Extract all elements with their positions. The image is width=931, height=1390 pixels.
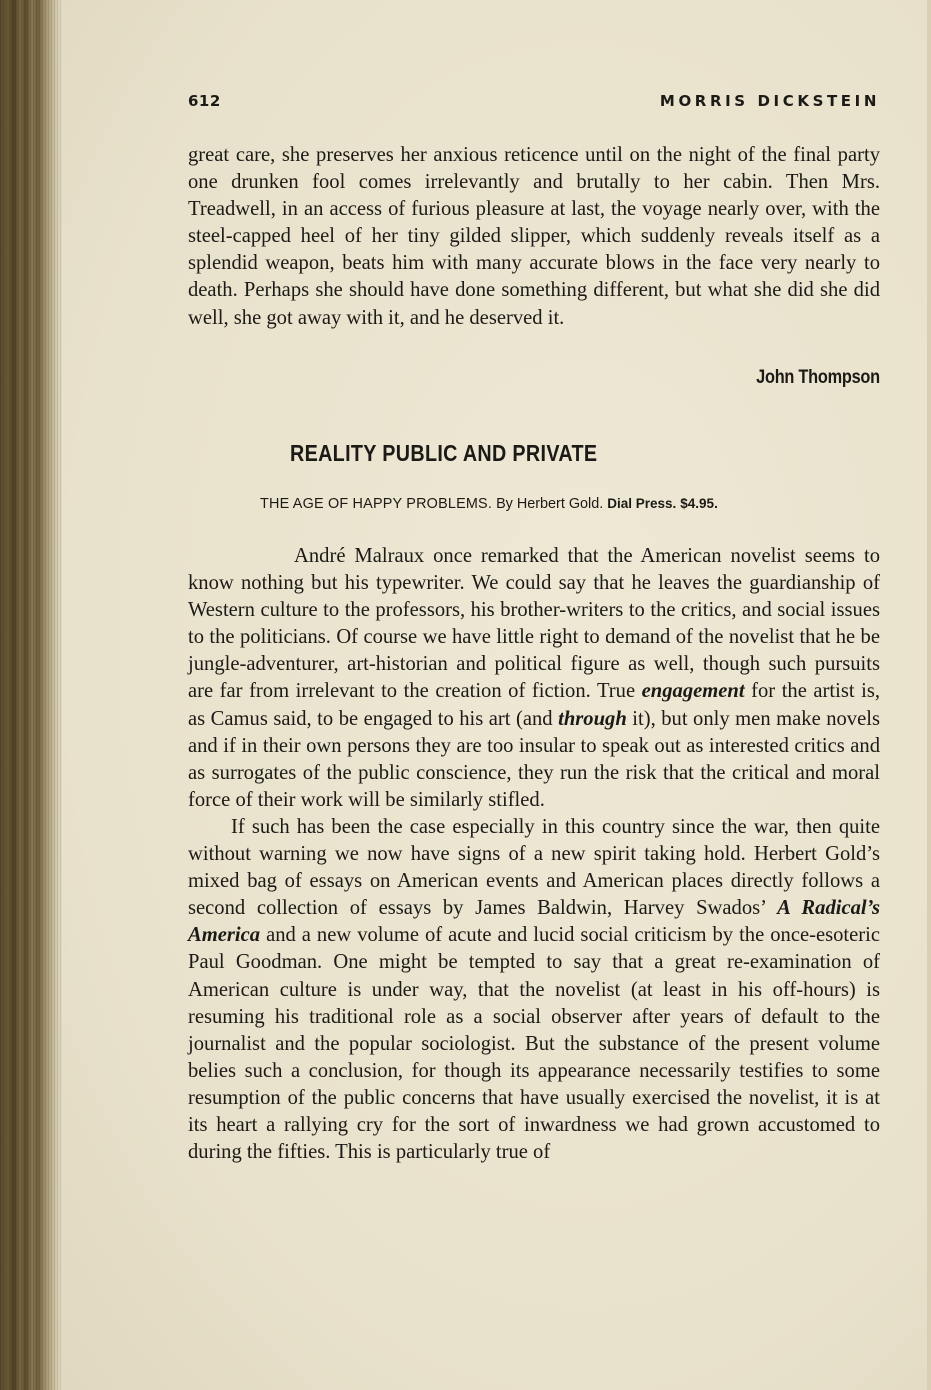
book-binding: [0, 0, 62, 1390]
page-number: 612: [188, 92, 221, 110]
paragraph: great care, she preserves her anxious reticence until on the night of the final party one drunken fool comes irrelevantly and brutally to her cabin. Then Mrs. Treadwell, in an access of furious pleasure at last, the voyage nearly over, with the steel-capped heel of her tiny gilded slipper, which suddenly reveals itself as a splendid weapon, beats him with many accurate blows in the face very nearly to death. Perhaps she should have done something different, but what she did she did well, she got away with it, and he deserved it.: [188, 144, 880, 329]
paragraph: [188, 814, 880, 1166]
book-price: $4.95.: [680, 496, 718, 511]
book-publisher: Dial Press.: [607, 496, 677, 511]
page-header: [188, 92, 880, 112]
page-edge: [927, 0, 931, 1390]
text-run: for the artist is, as Camus said, to be engaged to his art (and: [188, 680, 880, 730]
paragraph: [188, 543, 880, 814]
review-title: REALITY PUBLIC AND PRIVATE: [290, 440, 598, 466]
text-run: André Malraux once remarked that the American novelist seems to know nothing but his typewriter. We could say that he leaves the guardianship of Western culture to the professors, his brother-writers to the critics, and social issues to the politicians. Of course we have little right to demand of the novelist that he be jungle-adventurer, art-historian and political figure as well, though such pursuits are far from irrelevant to the creation of fiction. True: [188, 545, 880, 703]
reviewer-signature: John Thompson: [756, 367, 880, 388]
running-head: MORRIS DICKSTEIN: [659, 92, 880, 110]
text-run: If such has been the case especially in this country since the war, then quite without warning we now have signs of a new spirit taking hold. Herbert Gold’s mixed bag of essays on American events and American places directly follows a second collection of essays by James Baldwin, Harvey Swados’: [188, 815, 880, 920]
emphasis: engagement: [641, 680, 745, 703]
book-title-italic: A Radical’s America: [188, 897, 880, 947]
book-citation: [260, 496, 718, 512]
text-run: and a new volume of acute and lucid social criticism by the once-esoteric Paul Goodman. One might be tempted to say that a great re-examination of American culture is under way, that the novelist (at least in his off-hours) is resuming his traditional role as a social observer after years of default to the journalist and the popular sociologist. But the substance of the present volume belies such a conclusion, for though its appearance necessarily testifies to some resumption of the public concerns that have usually exercised the novelist, it is at its heart a rallying cry for the sort of inwardness we had grown accustomed to during the fifties. This is particularly true of: [188, 924, 880, 1164]
previous-review-ending: [188, 142, 880, 332]
text-run: it), but only men make novels and if in their own persons they are too insular to speak out as interested critics and as surrogates of the public conscience, they run the risk that the critical and moral force of their work will be similarly stifled.: [188, 707, 880, 811]
book-title: THE AGE OF HAPPY PROBLEMS.: [260, 496, 493, 512]
book-author: By Herbert Gold.: [496, 496, 604, 512]
emphasis: through: [558, 707, 627, 730]
review-body: [188, 543, 880, 1166]
